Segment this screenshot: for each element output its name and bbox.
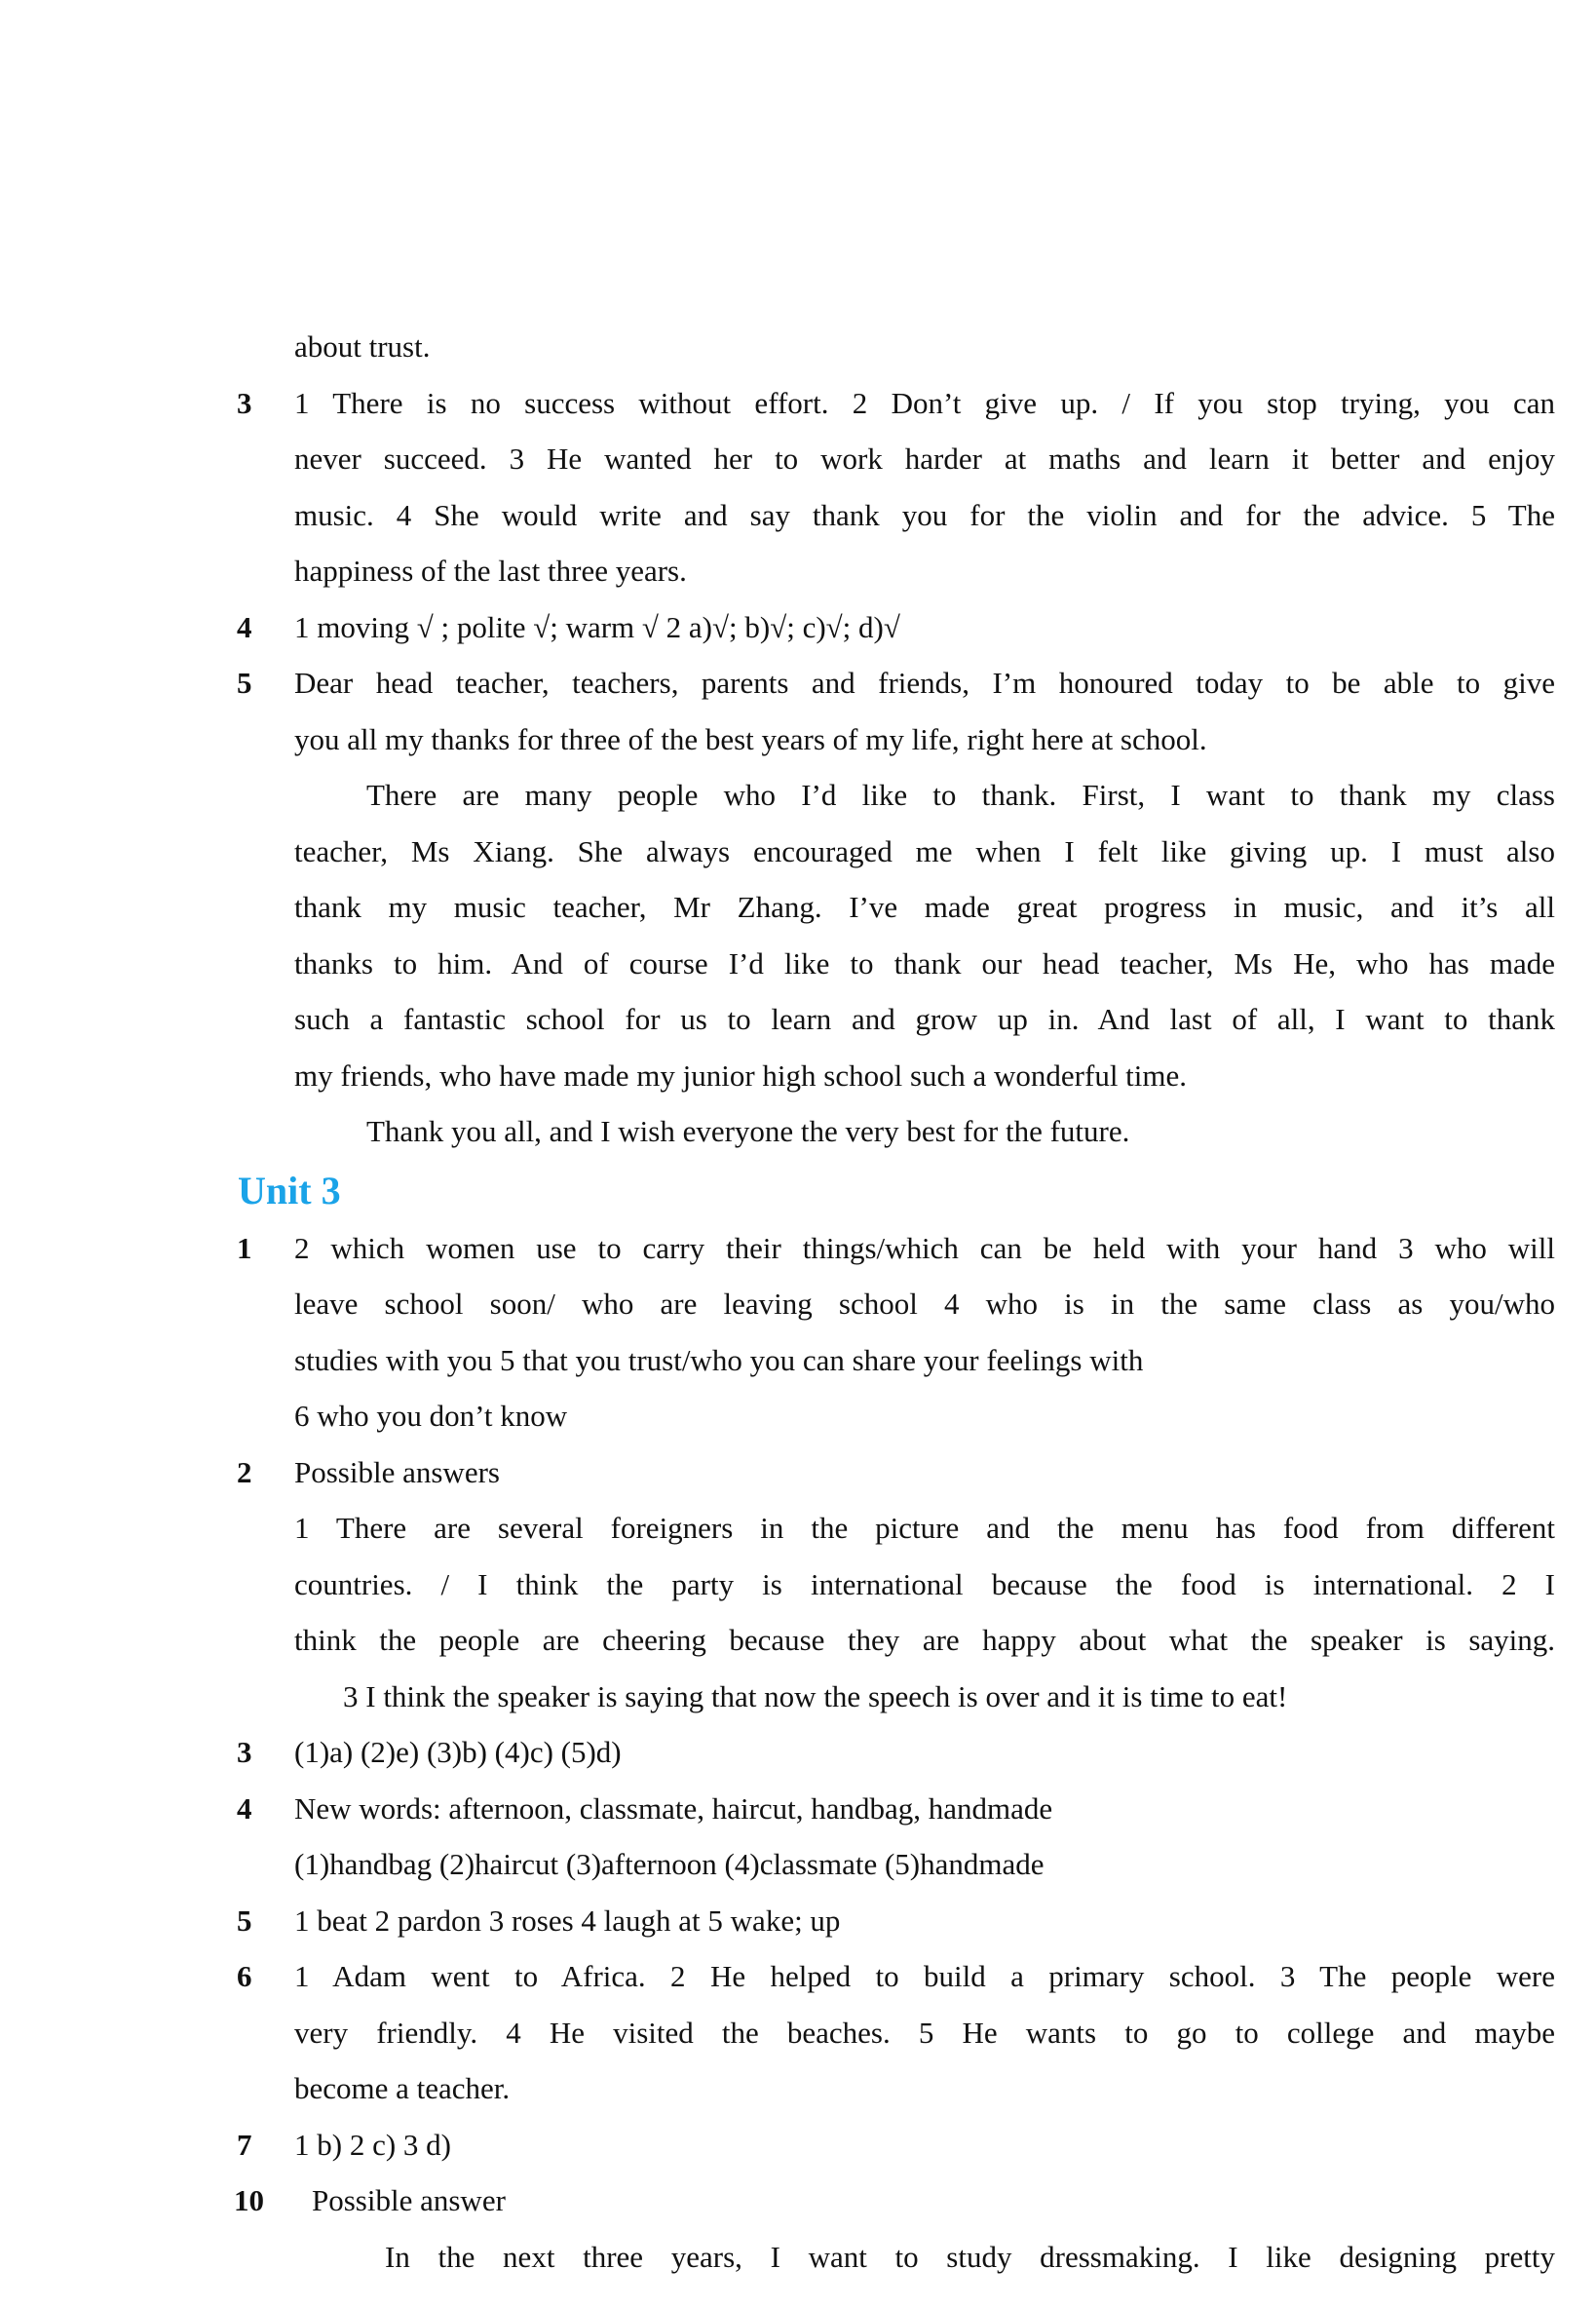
answer-line: 1 There are several foreigners in the picture and the menu has food from different — [294, 1511, 1555, 1545]
answer-line: Possible answer — [312, 2183, 506, 2217]
answer-line: There are many people who I’d like to thank. First, I want to thank my class — [366, 778, 1555, 812]
answer-line: (1)a) (2)e) (3)b) (4)c) (5)d) — [294, 1735, 622, 1769]
answer-line: Thank you all, and I wish everyone the very best for the future. — [366, 1114, 1130, 1148]
item-number: 3 — [237, 1735, 252, 1769]
answer-line: leave school soon/ who are leaving school 4 who is in the same class as you/who — [294, 1287, 1555, 1321]
item-number: 7 — [237, 2128, 252, 2162]
item-number: 1 — [237, 1231, 252, 1265]
item-number: 2 — [237, 1455, 252, 1489]
answer-line: teacher, Ms Xiang. She always encouraged me when I felt like giving up. I must also — [294, 834, 1555, 868]
answer-line: 1 There is no success without effort. 2 Don’t give up. / If you stop trying, you can — [294, 386, 1555, 420]
item-number: 10 — [234, 2183, 264, 2217]
answer-line: think the people are cheering because they are happy about what the speaker is saying. — [294, 1623, 1555, 1657]
answer-line: countries. / I think the party is international because the food is international. 2 I — [294, 1567, 1555, 1601]
answer-line: thanks to him. And of course I’d like to thank our head teacher, Ms He, who has made — [294, 946, 1555, 980]
item-number: 4 — [237, 610, 252, 644]
answer-line: such a fantastic school for us to learn and grow up in. And last of all, I want to thank — [294, 1002, 1555, 1036]
answer-line: (1)handbag (2)haircut (3)afternoon (4)classmate (5)handmade — [294, 1847, 1045, 1881]
answer-line: music. 4 She would write and say thank you for the violin and for the advice. 5 The — [294, 498, 1555, 532]
answer-line: 3 I think the speaker is saying that now the speech is over and it is time to eat! — [343, 1679, 1288, 1713]
answer-line: you all my thanks for three of the best years of my life, right here at school. — [294, 722, 1207, 756]
answer-line: 1 Adam went to Africa. 2 He helped to build a primary school. 3 The people were — [294, 1959, 1555, 1993]
continuation-text: about trust. — [294, 329, 431, 364]
answer-line: 2 which women use to carry their things/which can be held with your hand 3 who will — [294, 1231, 1555, 1265]
item-number: 6 — [237, 1959, 252, 1993]
answer-line: thank my music teacher, Mr Zhang. I’ve made great progress in music, and it’s all — [294, 890, 1555, 924]
answer-line: never succeed. 3 He wanted her to work harder at maths and learn it better and enjoy — [294, 442, 1555, 476]
answer-line: my friends, who have made my junior high school such a wonderful time. — [294, 1058, 1188, 1093]
answer-line: studies with you 5 that you trust/who you can share your feelings with — [294, 1343, 1144, 1377]
unit-heading: Unit 3 — [238, 1169, 341, 1212]
item-number: 5 — [237, 1903, 252, 1938]
item-number: 4 — [237, 1791, 252, 1826]
answer-line: 1 moving √ ; polite √; warm √ 2 a)√; b)√; c)√; d)√ — [294, 610, 900, 644]
answer-line: New words: afternoon, classmate, haircut, handbag, handmade — [294, 1791, 1053, 1826]
answer-line: Dear head teacher, teachers, parents and friends, I’m honoured today to be able to give — [294, 666, 1555, 700]
answer-line: Possible answers — [294, 1455, 500, 1489]
answer-line: very friendly. 4 He visited the beaches. 5 He wants to go to college and maybe — [294, 2016, 1555, 2050]
answer-line: become a teacher. — [294, 2071, 511, 2105]
item-number: 5 — [237, 666, 252, 700]
answer-line: 1 b) 2 c) 3 d) — [294, 2128, 451, 2162]
answer-line: In the next three years, I want to study dressmaking. I like designing pretty — [385, 2240, 1555, 2274]
answer-line: 6 who you don’t know — [294, 1399, 568, 1433]
item-number: 3 — [237, 386, 252, 420]
answer-line: happiness of the last three years. — [294, 554, 687, 588]
answer-line: 1 beat 2 pardon 3 roses 4 laugh at 5 wake; up — [294, 1903, 841, 1938]
